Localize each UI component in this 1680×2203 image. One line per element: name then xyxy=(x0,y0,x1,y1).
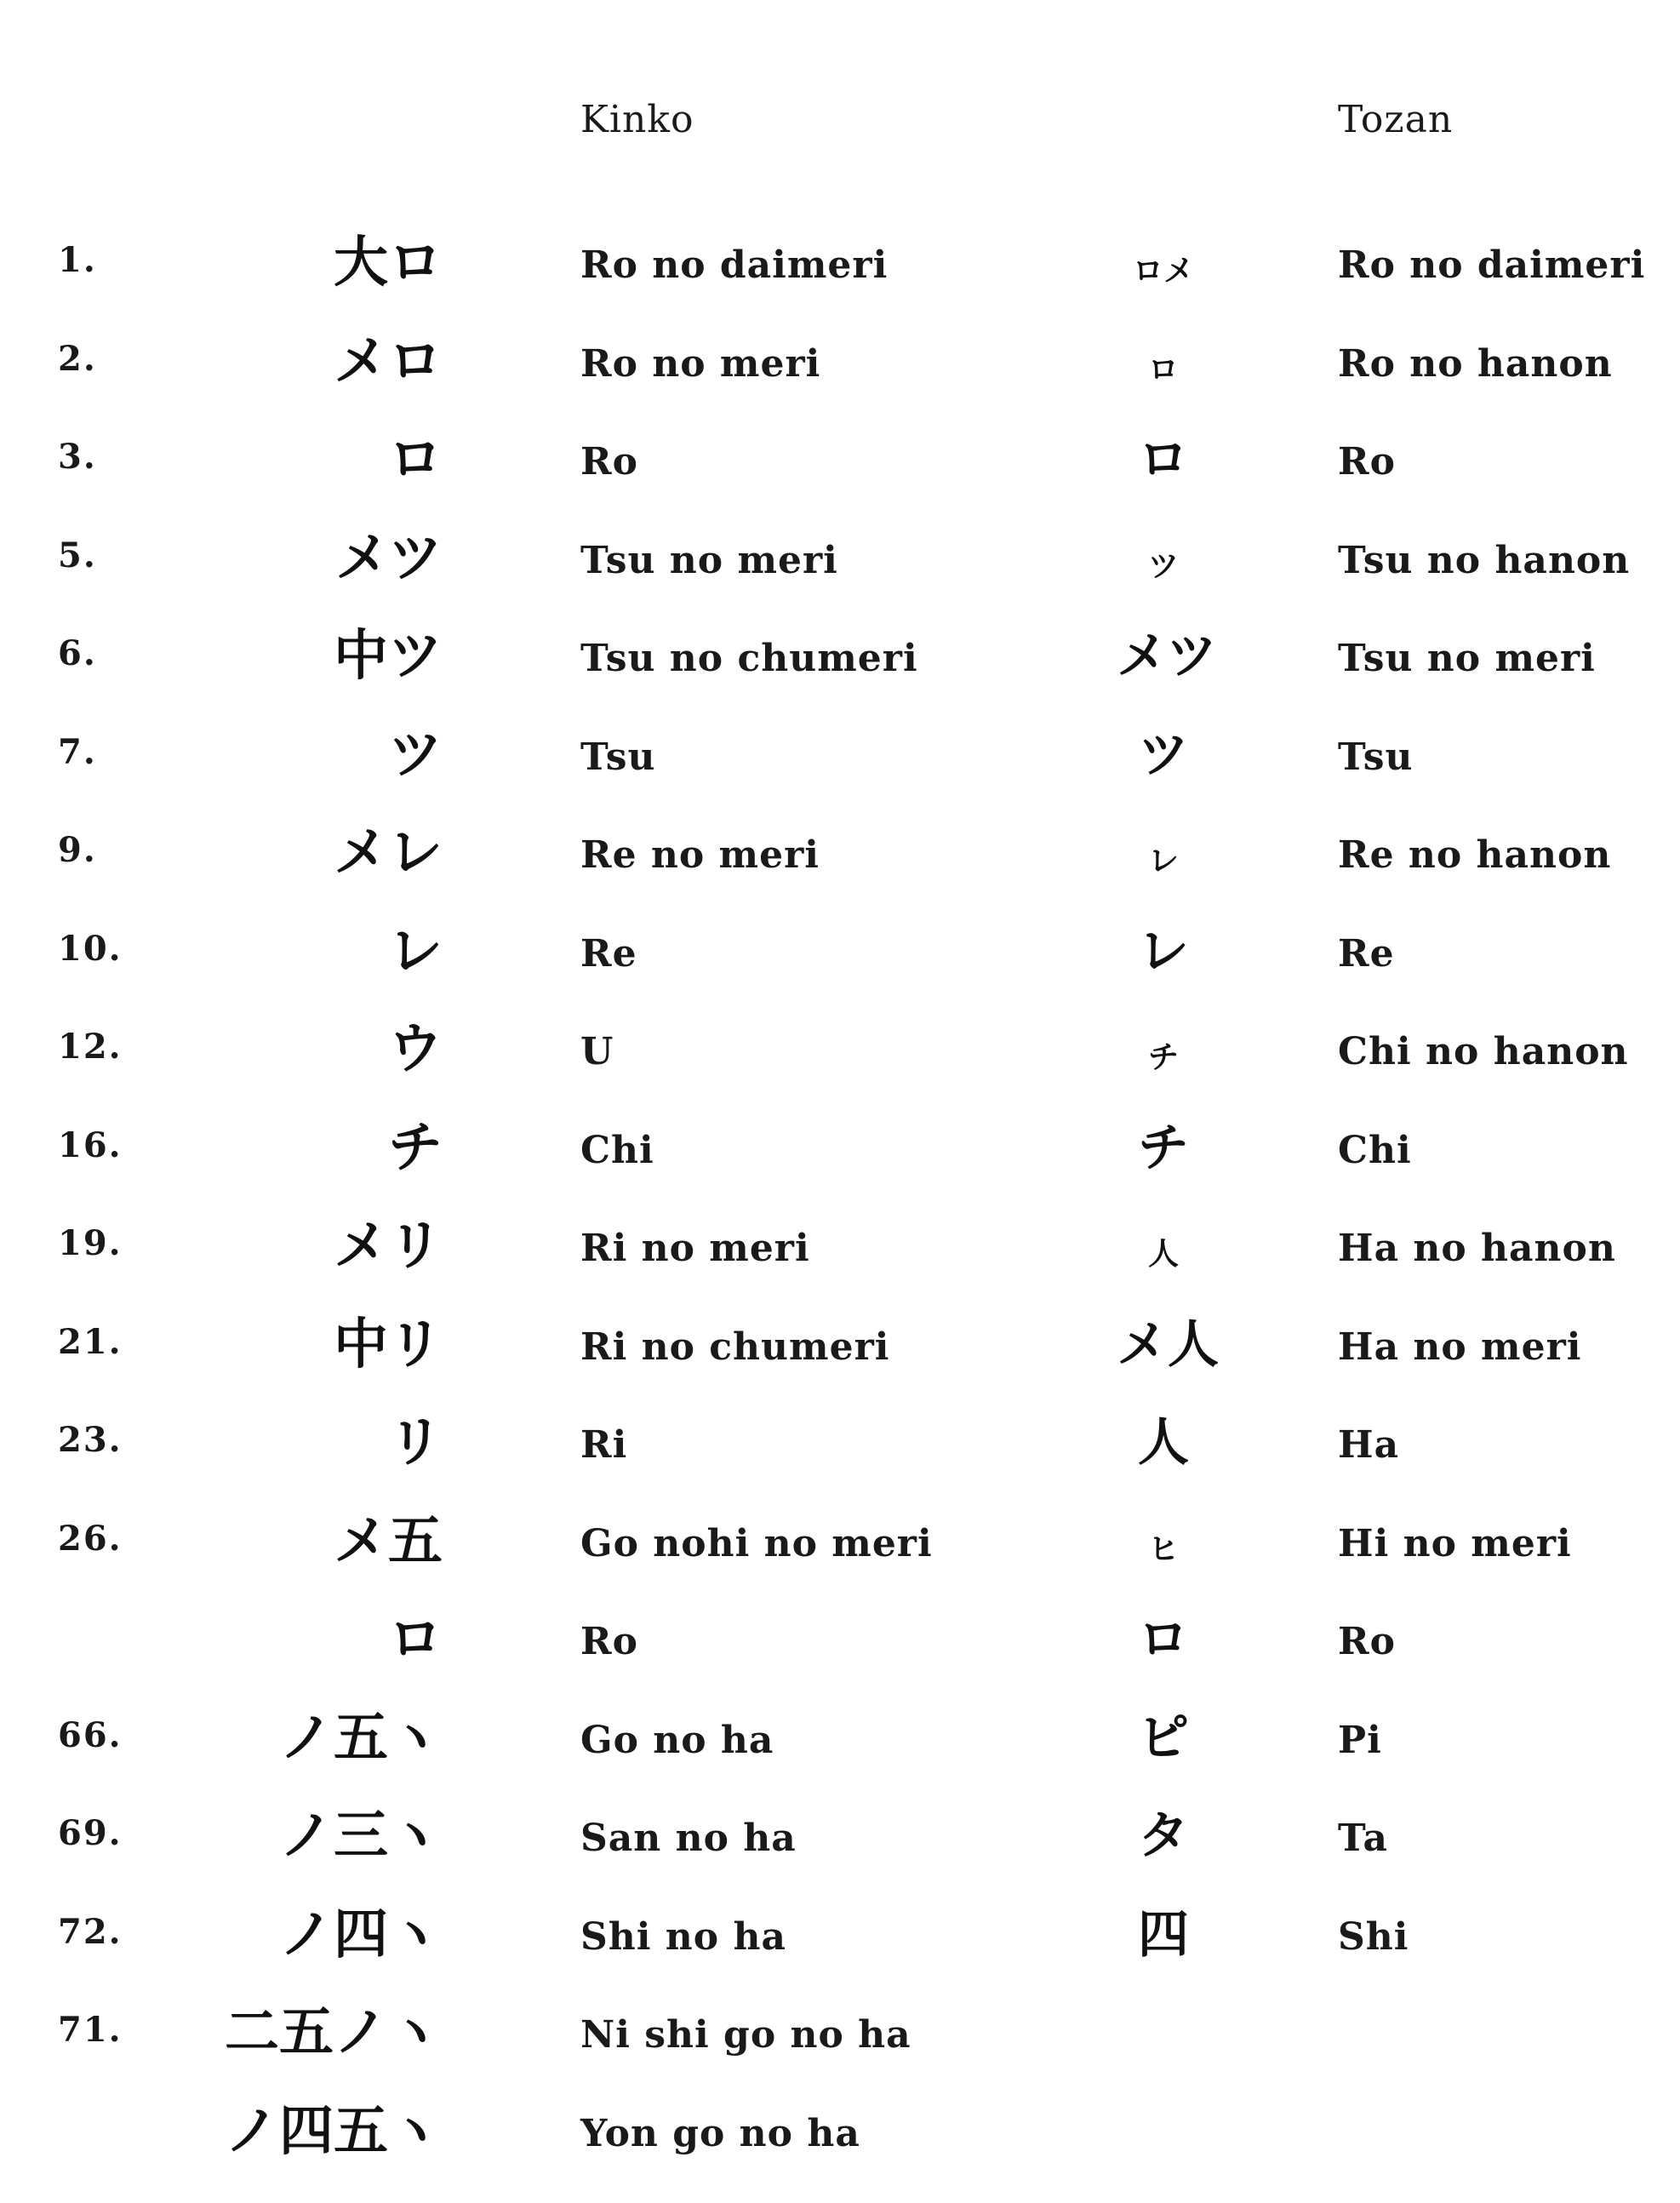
kinko-name: Tsu xyxy=(580,735,655,779)
notation-row xyxy=(0,237,1680,335)
tozan-name: Tsu no meri xyxy=(1338,637,1596,680)
kinko-name: U xyxy=(580,1030,614,1073)
row-number: 71. xyxy=(58,2010,123,2050)
row-number: 10. xyxy=(58,929,123,969)
kinko-symbol: リ xyxy=(388,1411,443,1474)
tozan-symbol: ロ xyxy=(1117,1608,1210,1671)
kinko-symbol: ロ xyxy=(388,1608,443,1671)
notation-row xyxy=(0,2006,1680,2105)
tozan-symbol: タ xyxy=(1117,1805,1210,1868)
notation-row xyxy=(0,1712,1680,1811)
tozan-name: Ro xyxy=(1338,1620,1396,1663)
tozan-name: Re no hanon xyxy=(1338,833,1611,877)
row-number: 16. xyxy=(58,1125,123,1165)
tozan-symbol: メ人 xyxy=(1117,1313,1210,1376)
notation-row xyxy=(0,827,1680,925)
tozan-name: Ta xyxy=(1338,1817,1388,1860)
kinko-symbol: 中リ xyxy=(334,1313,443,1376)
kinko-symbol: チ xyxy=(388,1117,443,1180)
kinko-column-header: Kinko xyxy=(580,98,694,141)
kinko-name: Re xyxy=(580,932,637,976)
kinko-name: Ni shi go no ha xyxy=(580,2013,911,2057)
kinko-name: Ro no meri xyxy=(580,342,820,386)
row-number: 21. xyxy=(58,1322,123,1362)
kinko-symbol: ノ五ヽ xyxy=(279,1707,443,1770)
kinko-symbol: 二五ノヽ xyxy=(225,2001,443,2064)
notation-row xyxy=(0,1220,1680,1319)
kinko-name: Tsu no meri xyxy=(580,539,838,582)
kinko-name: Re no meri xyxy=(580,833,820,877)
tozan-name: Tsu no hanon xyxy=(1338,539,1630,582)
kinko-name: Ro xyxy=(580,1620,638,1663)
row-number: 69. xyxy=(58,1813,123,1853)
kinko-name: Chi xyxy=(580,1129,654,1172)
tozan-name: Ha no meri xyxy=(1338,1325,1582,1369)
tozan-symbol: 人 xyxy=(1117,1411,1210,1474)
row-number: 5. xyxy=(58,535,97,575)
kinko-name: Ri xyxy=(580,1423,627,1467)
kinko-symbol: レ xyxy=(388,920,443,983)
tozan-symbol: チ xyxy=(1117,1117,1210,1180)
kinko-name: Yon go no ha xyxy=(580,2112,860,2155)
tozan-symbol: レ xyxy=(1117,830,1210,893)
tozan-name: Tsu xyxy=(1338,735,1413,779)
notation-row xyxy=(0,1613,1680,1712)
tozan-name: Chi xyxy=(1338,1129,1412,1172)
tozan-symbol: 四 xyxy=(1117,1903,1210,1966)
kinko-symbol: ノ三ヽ xyxy=(279,1805,443,1868)
notation-row xyxy=(0,1515,1680,1614)
kinko-symbol: メレ xyxy=(334,821,443,884)
tozan-name: Shi xyxy=(1338,1915,1409,1959)
notation-row xyxy=(0,1319,1680,1417)
notation-row xyxy=(0,335,1680,434)
kinko-symbol: 大ロ xyxy=(334,232,443,295)
tozan-column-header: Tozan xyxy=(1338,98,1453,141)
notation-row xyxy=(0,433,1680,532)
kinko-symbol: メ五 xyxy=(334,1510,443,1573)
kinko-name: Ro xyxy=(580,440,638,484)
tozan-symbol: ロ xyxy=(1117,339,1210,402)
kinko-name: Shi no ha xyxy=(580,1915,786,1959)
kinko-symbol: メリ xyxy=(334,1215,443,1278)
tozan-symbol: ロ xyxy=(1117,428,1210,491)
tozan-name: Ha no hanon xyxy=(1338,1227,1616,1270)
tozan-name: Ro no daimeri xyxy=(1338,243,1645,287)
tozan-name: Chi no hanon xyxy=(1338,1030,1629,1073)
notation-row xyxy=(0,729,1680,827)
kinko-name: Tsu no chumeri xyxy=(580,637,918,680)
tozan-name: Ha xyxy=(1338,1423,1399,1467)
kinko-symbol: ロ xyxy=(388,428,443,491)
kinko-name: Ri no meri xyxy=(580,1227,810,1270)
tozan-symbol: レ xyxy=(1117,920,1210,983)
tozan-symbol: ヒ xyxy=(1117,1519,1210,1582)
tozan-name: Ro no hanon xyxy=(1338,342,1613,386)
row-number: 3. xyxy=(58,437,97,477)
notation-row xyxy=(0,925,1680,1024)
notation-table xyxy=(0,237,1680,2203)
kinko-symbol: ノ四五ヽ xyxy=(225,2100,443,2163)
notation-row xyxy=(0,532,1680,631)
kinko-name: Go no ha xyxy=(580,1719,774,1762)
tozan-symbol: ピ xyxy=(1117,1707,1210,1770)
notation-row xyxy=(0,1122,1680,1221)
kinko-name: Ro no daimeri xyxy=(580,243,888,287)
notation-row xyxy=(0,630,1680,729)
tozan-name: Pi xyxy=(1338,1719,1382,1762)
row-number: 26. xyxy=(58,1519,123,1559)
row-number: 12. xyxy=(58,1027,123,1067)
row-number: 72. xyxy=(58,1912,123,1952)
row-number: 23. xyxy=(58,1420,123,1460)
row-number: 1. xyxy=(58,240,97,280)
row-number: 2. xyxy=(58,339,97,379)
kinko-name: Ri no chumeri xyxy=(580,1325,889,1369)
kinko-symbol: ノ四ヽ xyxy=(279,1903,443,1966)
tozan-symbol: メツ xyxy=(1117,625,1210,688)
tozan-symbol: ロメ xyxy=(1117,240,1210,303)
kinko-symbol: ツ xyxy=(388,724,443,787)
row-number: 7. xyxy=(58,732,97,772)
notation-row xyxy=(0,1908,1680,2007)
kinko-symbol: メロ xyxy=(334,330,443,393)
row-number: 19. xyxy=(58,1223,123,1263)
tozan-symbol xyxy=(1117,2100,1210,2163)
kinko-symbol: メツ xyxy=(335,527,443,590)
kinko-name: San no ha xyxy=(580,1817,797,1860)
row-number: 6. xyxy=(58,633,97,673)
row-number: 9. xyxy=(58,830,97,870)
row-number: 66. xyxy=(58,1715,123,1755)
kinko-name: Go nohi no meri xyxy=(580,1522,933,1565)
tozan-name: Hi no meri xyxy=(1338,1522,1572,1565)
tozan-symbol xyxy=(1117,2001,1210,2064)
kinko-symbol: ウ xyxy=(388,1018,443,1081)
tozan-symbol: ツ xyxy=(1117,724,1210,787)
notation-row xyxy=(0,1023,1680,1122)
tozan-symbol: ツ xyxy=(1117,535,1210,598)
tozan-symbol: 人 xyxy=(1117,1223,1210,1286)
tozan-symbol: チ xyxy=(1117,1027,1210,1090)
notation-row xyxy=(0,1810,1680,1908)
tozan-name: Re xyxy=(1338,932,1395,976)
tozan-name: Ro xyxy=(1338,440,1396,484)
kinko-symbol: 中ツ xyxy=(334,625,443,688)
notation-row xyxy=(0,2105,1680,2203)
notation-row xyxy=(0,1416,1680,1515)
